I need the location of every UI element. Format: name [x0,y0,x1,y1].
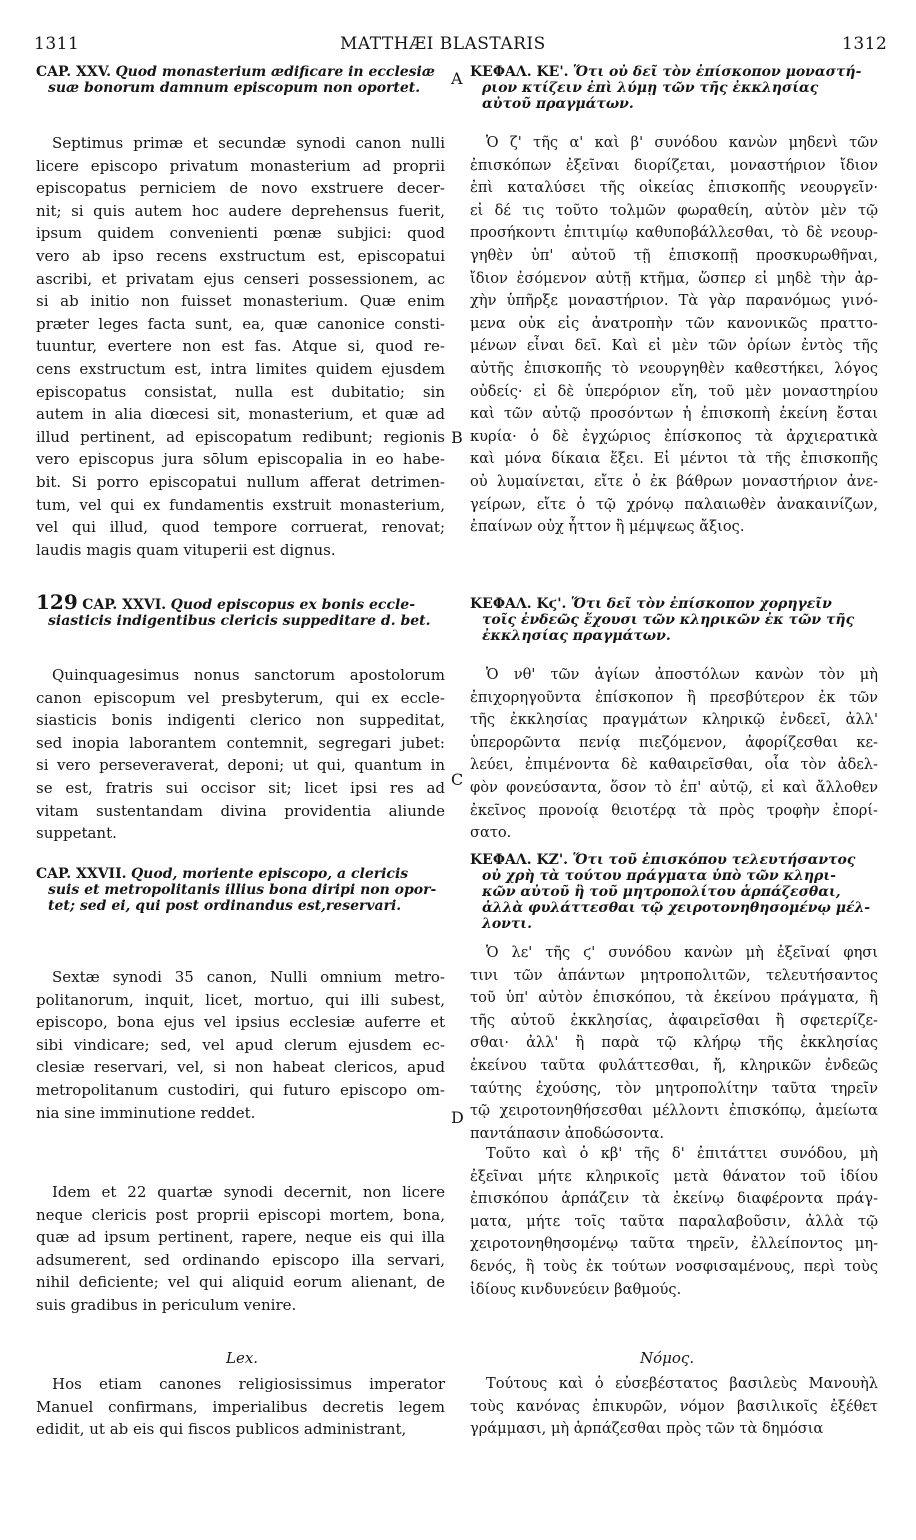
text-line: ἴδιον ἐσόμενον αὐτῇ κτῆμα, ὥσπερ εἰ μηδὲ τὴν ἀρ- [470,269,878,287]
kz-label: ΚΕΦΑΛ. ΚΖ'. [470,852,569,868]
text-line: μενα οὐκ εἰς ἀνατροπὴν τῶν κανονικῶς πραττο- [470,314,878,332]
text-line: γηθὲν ὑπ' αὐτοῦ τῇ ἐπισκοπῇ προσκυρωθῆναι, [470,246,878,264]
cap27-label: CAP. XXVII. [36,866,127,882]
text-line: si ab initio non fuisset monasterium. Quæ enim [36,292,445,311]
text-line: vitam sustentandam divina providentia aliunde [36,801,445,820]
text-line: φὸν φονεύσαντα, ὅσον τὸ ἐπ' αὐτῷ, εἰ καὶ ἄλλοθεν [470,778,878,796]
text-line: ἐπιχορηγοῦντα ἐπίσκοπον ἢ πρεσβύτερον ἐκ τῶν [470,688,878,706]
cap27-title-line3: tet; sed ei, qui post ordinandus est,reservari. [48,898,402,914]
text-line: politanorum, inquit, licet, mortuo, qui illi subest, [36,990,445,1009]
cap26-title-line2: siasticis indigentibus clericis suppeditare d. bet. [48,613,431,629]
text-line: Τοῦτο καὶ ὁ κβ' τῆς δ' ἐπιτάττει συνόδου, μὴ [486,1145,878,1162]
text-line: metropolitanum custodiri, qui futuro episcopo om- [36,1080,445,1099]
margin-letter-b: B [451,428,463,447]
text-line: Quinquagesimus nonus sanctorum apostolorum [52,666,445,684]
ke-title-line2: ριον κτίζειν ἐπὶ λύμῃ τῶν τῆς ἐκκλησίας [482,80,819,96]
margin-letter-d: D [451,1108,464,1127]
text-line: sed inopia laborantem contemnit, segregari jubet: [36,733,445,752]
text-line: ἐκεῖνος προνοίᾳ θειοτέρᾳ τὰ πρὸς τροφὴν ἐπορί- [470,801,878,819]
text-line: suppetant. [36,824,117,843]
text-line: τῆς ἐκκλησίας πραγμάτων κληρικῷ ἐνδεεῖ, ἀλλ' [470,711,878,729]
cap26-title-line1: Quod episcopus ex bonis eccle- [170,597,415,613]
text-line: παντάπασιν ἀποδώσοντα. [470,1124,664,1142]
text-line: tuuntur, evertere non est fas. Atque si, quod re- [36,337,445,356]
text-line: laudis magis quam vituperii est dignus. [36,540,336,559]
text-line: γράμμασι, μὴ ἁρπάζεσθαι πρὸς τῶν τὰ δημόσια [470,1420,824,1438]
text-line: Idem et 22 quartæ synodi decernit, non licere [52,1183,445,1201]
greek-paragraph-3 [470,942,878,1145]
text-line: ἐπαίνων οὐχ ἧττον ἢ μέμψεως ἄξιος. [470,518,745,536]
ks-title-line3: ἐκκλησίας πραγμάτων. [482,628,671,644]
cap25-title-line2: suæ bonorum damnum episcopum non oportet. [48,80,421,96]
kz-title-line4: ἀλλὰ φυλάττεσθαι τῷ χειροτονηθησομένῳ μέλ- [482,900,871,916]
greek-paragraph-5 [470,1373,878,1441]
text-line: σατο. [470,824,512,842]
text-line: μένων εἶναι δεῖ. Καὶ εἰ μὲν τῶν ὁρίων ἐντὸς τῆς [470,337,878,355]
text-line: ἐξεῖναι μήτε κληρικοῖς μετὰ θάνατον τοῦ ἰδίου [470,1167,878,1185]
text-line: τινι τῶν ἁπάντων μητροπολιτῶν, τελευτήσαντος [470,966,878,984]
text-line: Ὁ νθ' τῶν ἁγίων ἀποστόλων κανὼν τὸν μὴ [486,666,878,683]
text-line: λεύει, ἐπιμένοντα δὲ καθαιρεῖσθαι, οἷα τὸν ἀδελ- [470,756,878,774]
kz-title-line1: Ὅτι τοῦ ἐπισκόπου τελευτήσαντος [572,852,856,868]
margin-letter-c: C [451,770,464,789]
text-line: cens exstructum est, intra limites quidem ejusdem [36,359,445,378]
text-line: sibi vindicare; sed, vel apud clerum ejusdem ec- [36,1035,445,1054]
text-line: canon episcopum vel presbyterum, qui ex eccle- [36,688,445,707]
latin-paragraph-2 [36,664,445,845]
text-line: præter leges facta sunt, ea, quæ canonice consti- [36,314,445,333]
latin-paragraph-5 [36,1373,445,1441]
text-line: γείρων, εἴτε ὁ τῷ χρόνῳ παλαιωθὲν ἀνακαινίζων, [470,495,878,513]
text-line: neque clericis post proprii episcopi mortem, bona, [36,1205,445,1224]
text-line: suis gradibus in periculum venire. [36,1295,297,1314]
ks-title-line1: Ὅτι δεῖ τὸν ἐπίσκοπον χορηγεῖν [570,596,832,612]
greek-paragraph-1 [470,132,878,539]
text-line: Sextæ synodi 35 canon, Nulli omnium metro- [52,968,445,986]
cap25-title-line1: Quod monasterium ædificare in ecclesiæ [115,64,435,80]
text-line: siasticis bonis indigenti clerico non suppeditat, [36,711,445,730]
cap27-heading [36,866,445,914]
text-line: ascribi, et privatam ejus censeri possessionem, ac [36,269,445,288]
text-line: τῆς αὐτοῦ ἐκκλησίας, ἀφαιρεῖσθαι ἢ σφετερίζε- [470,1011,878,1029]
cap27-title-line2: suis et metropolitanis illius bona diripi non opor- [48,882,437,898]
latin-paragraph-4 [36,1181,445,1317]
kz-title-line2: οὐ χρὴ τὰ τούτου πράγματα ὑπὸ τῶν κληρι- [482,868,836,884]
text-line: episcopo, bona ejus vel ipsius ecclesiæ auferre et [36,1013,445,1032]
cap27-title-line1: Quod, moriente episcopo, a clericis [130,866,409,882]
text-line: si vero perseveraverat, deponi; ut qui, quantum in [36,756,445,775]
text-line: Manuel confirmans, imperialibus decretis legem [36,1397,445,1416]
text-line: ipsum quidem convenienti pœnæ subjici: quod [36,224,445,243]
kz-title-line3: κῶν αὐτοῦ ἢ τοῦ μητροπολίτου ἁρπάζεσθαι, [482,884,841,900]
cap25-heading [36,64,445,96]
text-line: vero episcopus jura sōlum episcopalia in eo habe- [36,450,445,469]
text-line: Τούτους καὶ ὁ εὐσεβέστατος βασιλεὺς Μανουὴλ [486,1375,878,1392]
text-line: Ὁ λε' τῆς ϛ' συνόδου κανὼν μὴ ἐξεῖναί φησι [486,944,878,961]
left-page-number: 1311 [34,34,80,54]
ke-label: ΚΕΦΑΛ. ΚΕ'. [470,64,569,80]
text-line: episcopatus consistat, nulla est dubitatio; sin [36,382,445,401]
text-line: quæ ad ipsum pertinent, rapere, neque eis qui illa [36,1228,445,1247]
text-line: adsumerent, sed ordinando episcopo illa servari, [36,1250,445,1269]
text-line: episcopatus perniciem de novo exstruere decer- [36,179,445,198]
cap26-heading [36,590,445,629]
ke-title-line1: Ὅτι οὐ δεῖ τὸν ἐπίσκοπον μοναστή- [572,64,862,80]
greek-paragraph-2 [470,664,878,845]
text-line: ἐκείνου ταῦτα φυλάττεσθαι, ἤ, κληρικῶν ἐνδεῶς [470,1056,878,1074]
text-line: nihil deficiente; vel qui aliquid eorum alienant, de [36,1273,445,1292]
text-line: ὑπερορῶντα πενίᾳ πιεζόμενον, ἀφορίζεσθαι κε- [470,733,878,751]
text-line: καὶ τῶν αὐτῷ προσόντων ἡ ἐπισκοπὴ ἐκείνη ἔσται [470,405,878,423]
text-line: αὐτῆς ἐπισκοπῆς τὸ νεουργηθὲν καθεστήκει, λόγος [470,359,878,377]
text-line: δενός, ἢ τοὺς ἐκ τούτων νοσφισαμένους, περὶ τοὺς [470,1257,878,1275]
lex-heading: Lex. [226,1349,259,1367]
text-line: illud pertinent, ad episcopatum redibunt; regionis [36,427,445,446]
margin-letter-a: A [451,69,463,88]
cap25-label: CAP. XXV. [36,64,111,80]
text-line: clesiæ reservari, vel, si non habeat clericos, apud [36,1058,445,1077]
right-page-number: 1312 [842,34,888,54]
text-line: χειροτονηθησομένῳ ταῦτα τηρεῖν, ἐλλείποντος μη- [470,1235,878,1253]
nomos-heading: Νόμος. [640,1349,695,1367]
text-line: καὶ μόνα δίκαια ἕξει. Εἰ μέντοι τὰ τῆς ἐπισκοπῆς [470,450,878,468]
text-line: χὴν ὑπῆρξε μοναστήριον. Τὰ γὰρ παρανόμως γινό- [470,292,878,310]
text-line: ταύτης ἐχούσης, τὸν μητροπολίτην ταῦτα τηρεῖν [470,1079,878,1097]
latin-paragraph-3 [36,966,445,1124]
kz-heading [470,852,878,932]
text-line: vel qui illud, quod tempore corruerat, renovat; [36,518,445,537]
section-number-129: 129 [36,590,78,614]
kz-title-line5: λοντι. [482,916,532,932]
text-line: ματα, μήτε τοῖς ταῦτα παραλαβοῦσιν, ἀλλὰ τῷ [470,1212,878,1230]
text-line: τοῦ ὑπ' αὐτὸν ἐπισκόπου, τὰ ἐκείνου πράγματα, ἢ [470,989,878,1007]
ks-heading [470,596,878,644]
text-line: τῷ χειροτονηθήσεσθαι μέλλοντι ἐπισκόπῳ, ἀμείωτα [470,1102,878,1120]
text-line: ἐπισκόπων ἐξεῖναι διορίζεται, μοναστήριον ἴδιον [470,156,878,174]
text-line: τοὺς κανόνας ἐπικυρῶν, νόμον βασιλικοῖς ἐξέθετ [470,1397,878,1415]
text-line: nia sine imminutione reddet. [36,1103,256,1122]
text-line: bit. Si porro episcopatui nullum afferat detrimen- [36,472,445,491]
latin-paragraph-1 [36,132,445,561]
text-line: vero ab ipso recens exstructum est, episcopatui [36,246,445,265]
text-line: licere episcopo privatum monasterium ad proprii [36,156,445,175]
text-line: se est, fratris sui occisor sit; licet ipsi res ad [36,778,445,797]
text-line: κυρία· ὁ δὲ ἐγχώριος ἐπίσκοπος τὰ ἀρχιερατικὰ [470,427,878,445]
text-line: Ὁ ζ' τῆς α' καὶ β' συνόδου κανὼν μηδενὶ τῶν [486,134,878,151]
text-line: προσήκοντι ἐπιτιμίῳ καθυποβάλλεσθαι, τὸ δὲ νεουρ- [470,224,878,242]
text-line: autem in alia diœcesi sit, monasterium, et quæ ad [36,405,445,424]
text-line: οὐ λυμαίνεται, εἴτε ὁ ἐκ βάθρων μοναστήριον ἀνε- [470,472,878,490]
text-line: οὐδείς· εἰ δὲ ὑπερόριον εἴη, τοῦ μὲν μοναστηρίου [470,382,878,400]
text-line: σθαι· ἀλλ' ἢ παρὰ τῷ κλήρῳ τῆς ἐκκλησίας [470,1034,878,1052]
ke-heading [470,64,878,112]
ks-title-line2: τοῖς ἐνδεῶς ἔχουσι τῶν κληρικῶν ἐκ τῶν τῆς [482,612,855,628]
cap26-label: CAP. XXVI. [82,597,167,613]
text-line: ἐπισκόπου ἁρπάζειν τὰ ἐκείνῳ διαφέροντα πράγ- [470,1190,878,1208]
text-line: ἰδίους κινδυνεύειν βαθμούς. [470,1280,682,1298]
text-line: ἐπὶ καταλύσει τῆς οἰκείας ἐπισκοπῆς νεουργεῖν· [470,179,878,197]
text-line: tum, vel qui ex fundamentis exstruit monasterium, [36,495,445,514]
running-title: MATTHÆI BLASTARIS [340,34,546,54]
text-line: Septimus primæ et secundæ synodi canon nulli [52,134,445,152]
text-line: nit; si quis autem hoc audere deprehensus fuerit, [36,201,445,220]
text-line: Hos etiam canones religiosissimus imperator [52,1375,445,1393]
text-line: εἰ δέ τις τοῦτο τολμῶν φωραθείη, αὐτὸν μὲν τῷ [470,201,878,219]
greek-paragraph-4 [470,1143,878,1301]
ks-label: ΚΕΦΑΛ. Κϛ'. [470,596,567,612]
text-line: edidit, ut ab eis qui fiscos publicos administrant, [36,1420,407,1439]
ke-title-line3: αὐτοῦ πραγμάτων. [482,96,634,112]
